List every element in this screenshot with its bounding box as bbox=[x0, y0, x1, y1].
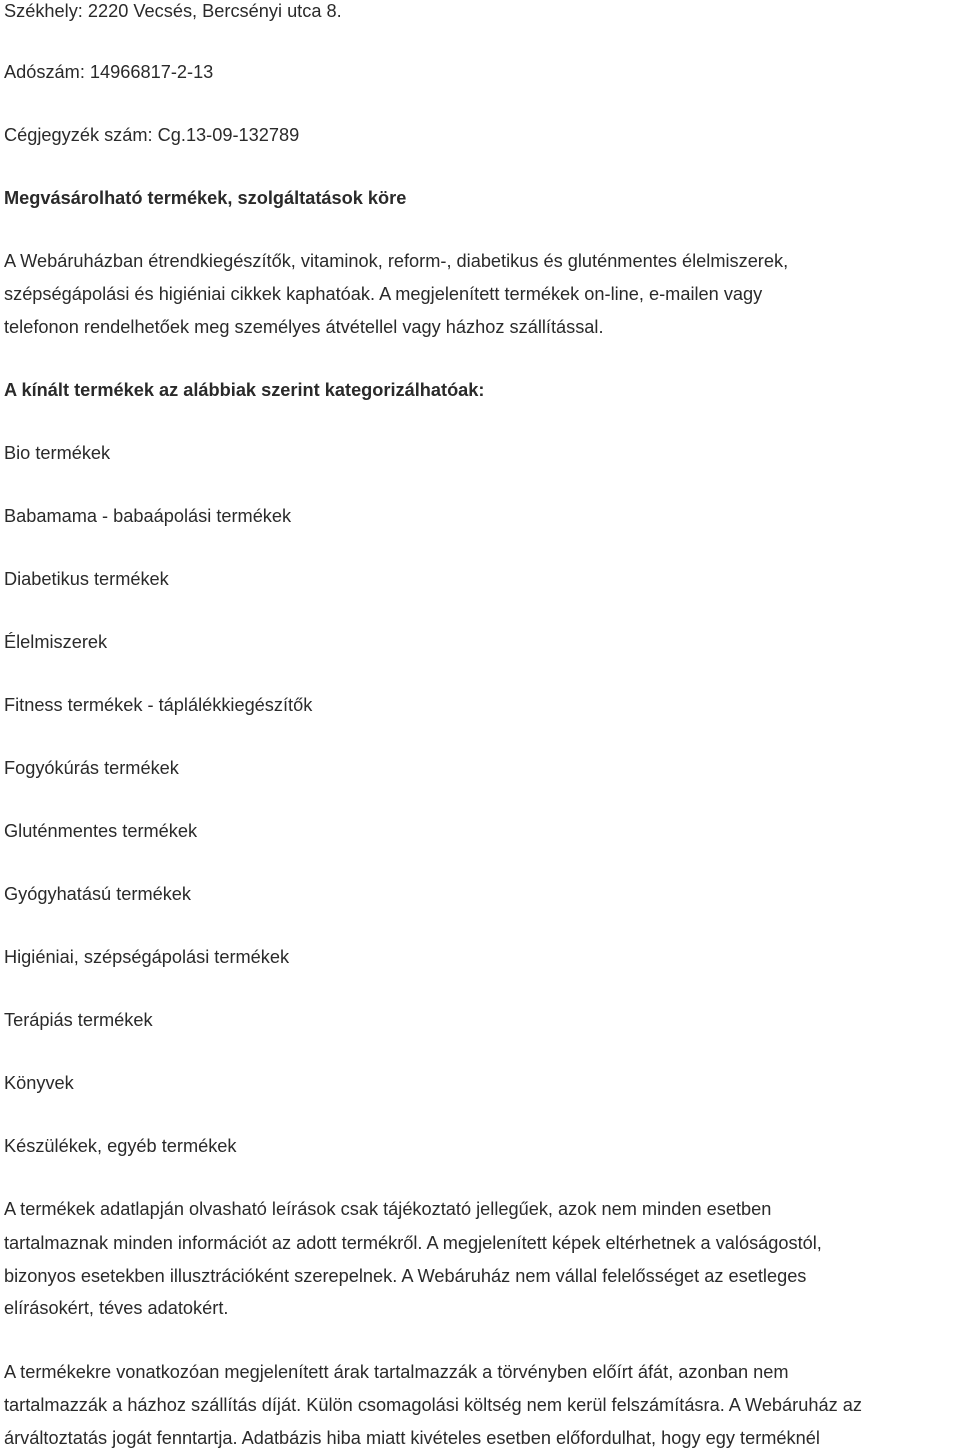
category-item: Fogyókúrás termékek bbox=[4, 758, 179, 778]
category-item: Higiéniai, szépségápolási termékek bbox=[4, 947, 290, 967]
disclaimer-line-3: bizonyos esetekben illusztrációként szerepelnek. A Webáruház nem vállal felelősséget az esetleges bbox=[4, 1266, 807, 1286]
company-tax-number: Adószám: 14966817-2-13 bbox=[4, 62, 214, 82]
category-item: Bio termékek bbox=[4, 443, 111, 463]
category-item: Élelmiszerek bbox=[4, 632, 108, 652]
price-line-2: tartalmazzák a házhoz szállítás díját. Külön csomagolási költség nem kerül felszámításra. A Webáruház az bbox=[4, 1395, 862, 1415]
intro-line-3: telefonon rendelhetőek meg személyes átvétellel vagy házhoz szállítással. bbox=[4, 317, 604, 337]
category-item: Terápiás termékek bbox=[4, 1010, 153, 1030]
category-item: Gyógyhatású termékek bbox=[4, 884, 192, 904]
category-item: Gluténmentes termékek bbox=[4, 821, 198, 841]
categories-heading: A kínált termékek az alábbiak szerint kategorizálhatóak: bbox=[4, 380, 485, 400]
disclaimer-line-2: tartalmaznak minden információt az adott termékről. A megjelenített képek eltérhetnek a valóságostól, bbox=[4, 1233, 822, 1253]
disclaimer-line-1: A termékek adatlapján olvasható leírások csak tájékoztató jellegűek, azok nem minden esetben bbox=[4, 1199, 772, 1219]
price-line-3: árváltoztatás jogát fenntartja. Adatbázis hiba miatt kivételes esetben előfordulhat, hogy egy terméknél bbox=[4, 1428, 820, 1448]
company-registration: Cégjegyzék szám: Cg.13-09-132789 bbox=[4, 125, 300, 145]
price-line-1: A termékekre vonatkozóan megjelenített árak tartalmazzák a törvényben előírt áfát, azonban nem bbox=[4, 1362, 789, 1382]
category-item: Fitness termékek - táplálékkiegészítők bbox=[4, 695, 313, 715]
category-item: Babamama - babaápolási termékek bbox=[4, 506, 292, 526]
category-item: Könyvek bbox=[4, 1073, 74, 1093]
products-heading: Megvásárolható termékek, szolgáltatások köre bbox=[4, 188, 407, 208]
company-address: Székhely: 2220 Vecsés, Bercsényi utca 8. bbox=[4, 1, 342, 21]
category-item: Diabetikus termékek bbox=[4, 569, 169, 589]
category-item: Készülékek, egyéb termékek bbox=[4, 1136, 237, 1156]
disclaimer-line-4: elírásokért, téves adatokért. bbox=[4, 1298, 229, 1318]
intro-line-1: A Webáruházban étrendkiegészítők, vitaminok, reform-, diabetikus és gluténmentes élelmiszerek, bbox=[4, 251, 789, 271]
intro-line-2: szépségápolási és higiéniai cikkek kaphatóak. A megjelenített termékek on-line, e-mailen vagy bbox=[4, 284, 763, 304]
